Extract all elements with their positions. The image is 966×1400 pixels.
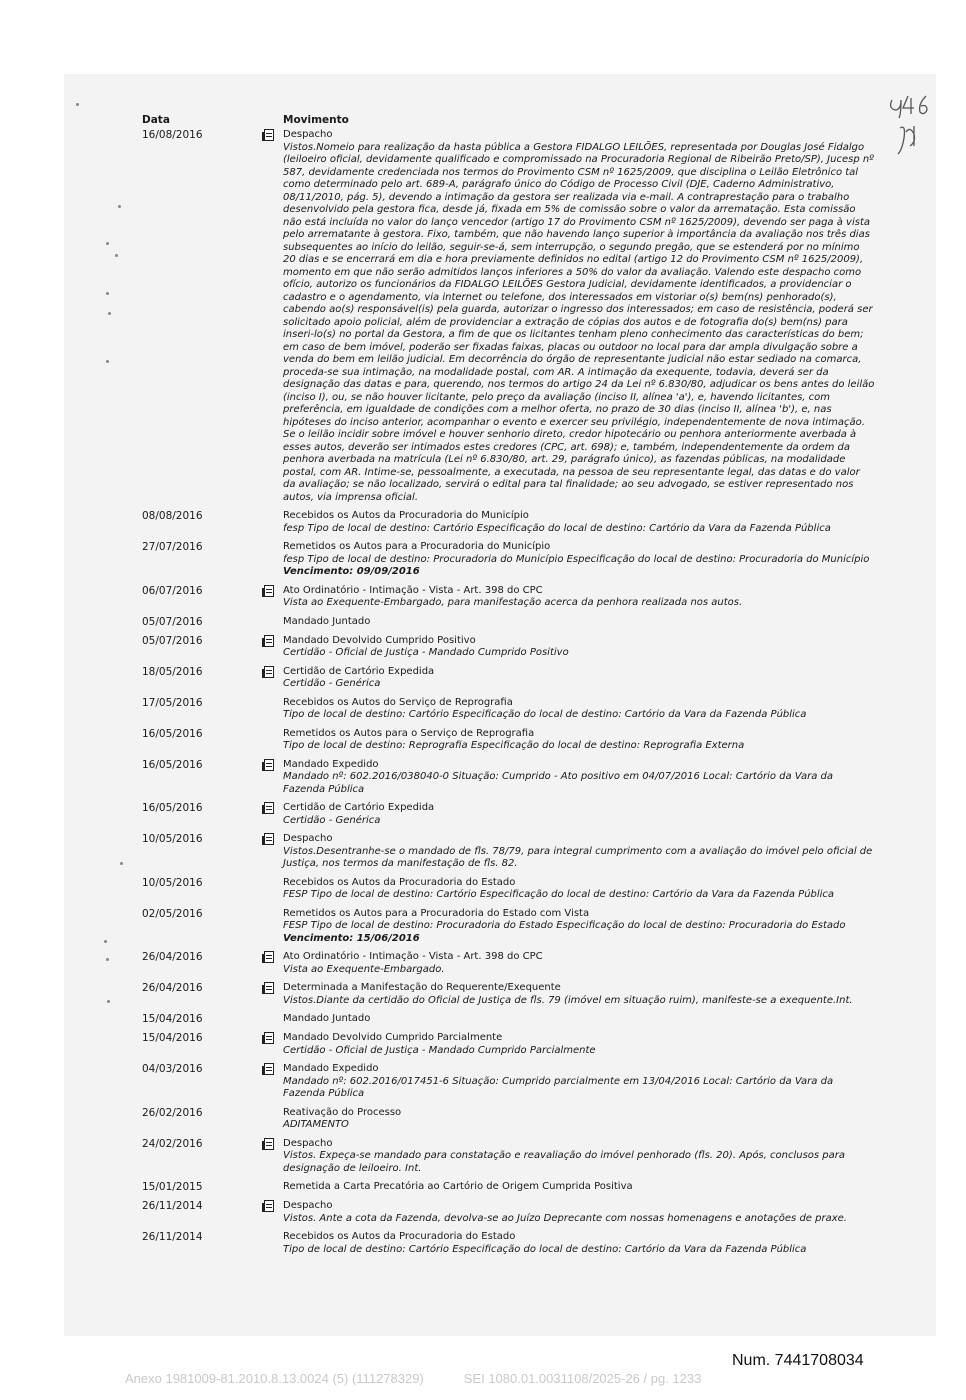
movement-entry [0, 833, 966, 871]
movement-entry [0, 1013, 966, 1026]
scan-speck [76, 103, 79, 106]
entry-due-date: Vencimento: 09/09/2016 [283, 566, 420, 577]
entry-detail: Mandado nº: 602.2016/038040-0 Situação: Cumprido - Ato positivo em 04/07/2016 Local: Cartório da Vara da Fazenda Pública [283, 771, 834, 795]
entry-title: Remetidos os Autos para a Procuradoria do Estado com Vista [283, 907, 590, 919]
entry-date: 27/07/2016 [142, 541, 203, 553]
entry-body [283, 951, 875, 976]
entry-date: 16/05/2016 [142, 802, 203, 814]
entry-title: Mandado Juntado [283, 1013, 371, 1024]
entry-body [283, 1063, 875, 1101]
entry-detail: FESP Tipo de local de destino: Cartório Especificação do local de destino: Cartório da Vara da Fazenda Pública [283, 889, 835, 900]
entry-title: Ato Ordinatório - Intimação - Vista - Art. 398 do CPC [283, 584, 543, 596]
movement-entry [0, 697, 966, 722]
movement-entry [0, 1063, 966, 1101]
entry-detail: Vistos.Diante da certidão do Oficial de Justiça de fls. 79 (imóvel em situação ruim), manifeste-se a exequente.Int. [283, 994, 853, 1006]
column-header-movement: Movimento [283, 114, 349, 126]
entry-detail: Certidão - Genérica [283, 814, 381, 826]
entry-title: Mandado Juntado [283, 615, 371, 627]
entry-detail: Certidão - Oficial de Justiça - Mandado Cumprido Parcialmente [283, 1044, 596, 1056]
document-icon[interactable] [264, 1063, 274, 1075]
entry-detail: Tipo de local de destino: Reprografia Especificação do local de destino: Reprografia Externa [283, 740, 745, 751]
document-icon[interactable] [264, 833, 274, 845]
entry-detail: Vistos. Expeça-se mandado para constatação e reavaliação do imóvel penhorado (fls. 20). Após, conclusos para designação de leiloeiro. Int. [283, 1150, 846, 1174]
entry-body [283, 1181, 875, 1194]
entry-date: 26/04/2016 [142, 951, 203, 963]
entry-date: 17/05/2016 [142, 696, 203, 709]
entry-date: 16/05/2016 [142, 758, 203, 771]
entry-date: 26/02/2016 [142, 1106, 203, 1119]
entry-body [283, 759, 875, 797]
entry-detail: Mandado nº: 602.2016/017451-6 Situação: Cumprido parcialmente em 13/04/2016 Local: Cartório da Vara da Fazenda Pública [283, 1075, 834, 1099]
entry-title: Despacho [283, 833, 333, 844]
document-icon[interactable] [264, 635, 274, 647]
entry-body [283, 877, 875, 902]
document-icon[interactable] [264, 1032, 274, 1044]
movement-entry [0, 728, 966, 753]
entry-body [283, 616, 875, 629]
movement-entry [0, 908, 966, 946]
entry-body [283, 585, 875, 610]
entry-title: Reativação do Processo [283, 1106, 402, 1118]
entry-date: 16/05/2016 [142, 727, 203, 740]
entry-title: Despacho [283, 1137, 333, 1149]
entry-due-date: Vencimento: 15/06/2016 [283, 932, 420, 944]
entry-title: Recebidos os Autos da Procuradoria do Município [283, 510, 529, 521]
entry-body [283, 697, 875, 722]
entry-date: 05/07/2016 [142, 615, 203, 628]
movement-list [0, 129, 966, 1262]
entry-detail: ADITAMENTO [283, 1119, 349, 1130]
entry-title: Recebidos os Autos da Procuradoria do Estado [283, 876, 516, 888]
document-icon[interactable] [264, 759, 274, 771]
entry-date: 18/05/2016 [142, 665, 203, 678]
entry-title: Remetida a Carta Precatória ao Cartório de Origem Cumprida Positiva [283, 1181, 633, 1192]
entry-body [283, 982, 875, 1007]
entry-body [283, 1032, 875, 1057]
movement-entry [0, 1200, 966, 1225]
entry-date: 10/05/2016 [142, 833, 203, 845]
entry-body [283, 541, 875, 579]
entry-title: Mandado Devolvido Cumprido Positivo [283, 634, 476, 646]
entry-title: Recebidos os Autos da Procuradoria do Estado [283, 1231, 516, 1242]
movement-entry [0, 1107, 966, 1132]
entry-date: 26/04/2016 [142, 982, 203, 994]
document-icon[interactable] [264, 666, 274, 678]
movement-entry [0, 802, 966, 827]
document-icon[interactable] [264, 585, 274, 597]
movement-entry [0, 1231, 966, 1256]
entry-date: 24/02/2016 [142, 1137, 203, 1150]
entry-body [283, 1200, 875, 1225]
movement-entry [0, 129, 966, 504]
entry-title: Mandado Expedido [283, 758, 379, 770]
movement-entry [0, 510, 966, 535]
entry-detail: fesp Tipo de local de destino: Procuradoria do Município Especificação do local de destino: Procuradoria do Município [283, 553, 870, 565]
entry-body [283, 1231, 875, 1256]
document-number: Num. 7441708034 [732, 1352, 864, 1369]
entry-title: Despacho [283, 1200, 333, 1211]
document-icon[interactable] [264, 1200, 274, 1212]
entry-title: Remetidos os Autos para a Procuradoria do Município [283, 541, 551, 552]
movement-entry [0, 585, 966, 610]
entry-detail: Certidão - Genérica [283, 678, 381, 689]
entry-title: Mandado Expedido [283, 1063, 379, 1074]
document-icon[interactable] [264, 802, 274, 814]
movement-entry [0, 635, 966, 660]
entry-title: Mandado Devolvido Cumprido Parcialmente [283, 1032, 503, 1043]
entry-detail: Tipo de local de destino: Cartório Especificação do local de destino: Cartório da Vara da Fazenda Pública [283, 1243, 807, 1255]
entry-date: 26/11/2014 [142, 1200, 203, 1212]
entry-body [283, 833, 875, 871]
sei-reference: SEI 1080.01.0031108/2025-26 / pg. 1233 [463, 1371, 702, 1386]
entry-title: Recebidos os Autos do Serviço de Reprografia [283, 696, 513, 708]
entry-title: Determinada a Manifestação do Requerente/Exequente [283, 982, 561, 993]
document-icon[interactable] [264, 982, 274, 994]
entry-body [283, 908, 875, 946]
annex-reference: Anexo 1981009-81.2010.8.13.0024 (5) (111278329) [125, 1371, 424, 1386]
entry-date: 05/07/2016 [142, 634, 203, 647]
entry-title: Certidão de Cartório Expedida [283, 802, 435, 813]
movement-entry [0, 982, 966, 1007]
entry-body [283, 802, 875, 827]
movement-entry [0, 759, 966, 797]
entry-date: 26/11/2014 [142, 1231, 203, 1243]
entry-detail: Vistos.Desentranhe-se o mandado de fls. 78/79, para integral cumprimento com a avaliação do imóvel pelo oficial de Justiça, nos termos da manifestação de fls. 82. [283, 845, 873, 869]
entry-detail: Vista ao Exequente-Embargado, para manifestação acerca da penhora realizada nos autos. [283, 597, 743, 608]
entry-detail: Tipo de local de destino: Cartório Especificação do local de destino: Cartório da Vara da Fazenda Pública [283, 709, 807, 720]
movement-entry [0, 666, 966, 691]
entry-date: 10/05/2016 [142, 876, 203, 889]
column-header-date: Data [142, 114, 170, 126]
document-icon[interactable] [264, 1138, 274, 1150]
entry-detail: FESP Tipo de local de destino: Procuradoria do Estado Especificação do local de destino: Procuradoria do Estado [283, 920, 846, 931]
entry-detail: Vista ao Exequente-Embargado. [283, 963, 445, 975]
entry-body [283, 129, 875, 504]
entry-detail: fesp Tipo de local de destino: Cartório Especificação do local de destino: Cartório da Vara da Fazenda Pública [283, 522, 831, 534]
entry-body [283, 728, 875, 753]
entry-body [283, 510, 875, 535]
entry-body [283, 1107, 875, 1132]
entry-body [283, 666, 875, 691]
entry-date: 15/04/2016 [142, 1032, 203, 1044]
entry-date: 06/07/2016 [142, 584, 203, 597]
entry-date: 16/08/2016 [142, 129, 203, 141]
entry-title: Remetidos os Autos para o Serviço de Reprografia [283, 727, 535, 739]
entry-body [283, 635, 875, 660]
document-icon[interactable] [264, 129, 274, 141]
movement-entry [0, 877, 966, 902]
entry-title: Certidão de Cartório Expedida [283, 665, 435, 677]
entry-date: 08/08/2016 [142, 510, 203, 522]
entry-date: 15/01/2015 [142, 1181, 203, 1193]
entry-detail: Vistos. Ante a cota da Fazenda, devolva-se ao Juízo Deprecante com nossas homenagens e anotações de praxe. [283, 1212, 847, 1224]
entry-detail: Certidão - Oficial de Justiça - Mandado Cumprido Positivo [283, 647, 569, 658]
movement-entry [0, 951, 966, 976]
document-icon[interactable] [264, 951, 274, 963]
movement-entry [0, 616, 966, 629]
movement-entry [0, 1138, 966, 1176]
movement-entry [0, 1181, 966, 1194]
movement-entry [0, 541, 966, 579]
footer-reference [125, 1371, 701, 1386]
entry-title: Ato Ordinatório - Intimação - Vista - Art. 398 do CPC [283, 951, 543, 962]
entry-body [283, 1013, 875, 1026]
entry-detail: Vistos.Nomeio para realização da hasta pública a Gestora FIDALGO LEILÕES, representada por Douglas José Fidalgo (leiloeiro oficial, devidamente qualificado e compromissado na Procuradoria Regional de Ribeirão Preto/SP), Jucesp nº 587, devidamente credenciada nos termos do Provimento CSM nº 1625/2009, que disciplina o Leilão Eletrônico tal como determinado pelo art. 689-A, parágrafo único do Código de Processo Civil (DJE, Caderno Administrativo, 08/11/2010, pág. 5), devendo a intimação da gestora ser realizada via e-mail. A contraprestação para o trabalho desenvolvido pela gestora fica, desde já, fixada em 5% de comissão sobre o valor da arrematação. Esta comissão não está incluída no valor do lanço vencedor (artigo 17 do Provimento CSM nº 1625/2009), devendo ser paga à vista pelo arrematante à gestora. Fixo, também, que não havendo lanço superior à importância da avaliação nos três dias subsequentes ao início do leilão, seguir-se-á, sem interrupção, o segundo pregão, que se estenderá por no mínimo 20 dias e se encerrará em dia e hora previamente definidos no edital (artigo 12 do Provimento CSM nº 1625/2009), momento em que não serão admitidos lanços inferiores a 50% do valor da avaliação. Valendo este despacho como ofício, autorizo os funcionários da FIDALGO LEILÕES Gestora Judicial, devidamente identificados, a providenciar o cadastro e o agendamento, via internet ou telefone, dos interessados em vistoriar o(s) bem(ns) penhorado(s), cabendo ao(s) responsável(is) pela guarda, autorizar o ingresso dos interessados; em caso de resistência, poderá ser solicitado apoio policial, além de providenciar a extração de cópias dos autos e de fotografia do(s) bem(ns) para inseri-lo(s) no portal da Gestora, a fim de que os licitantes tenham pleno conhecimento das características do bem; em caso de bem imóvel, poderão ser fixadas faixas, placas ou outdoor no local para dar ampla divulgação sobre a venda do bem em leilão judicial. Em decorrência do órgão de representante judicial não estar sediado na comarca, proceda-se sua intimação, na modalidade postal, com AR. A intimação da exequente, todavia, deverá ser da designação das datas e para, querendo, nos termos do artigo 24 da Lei nº 6.830/80, adjudicar os bens antes do leilão (inciso I), ou, se não houver licitante, pelo preço da avaliação (inciso II, alínea 'a'), e, havendo licitantes, com preferência, em igualdade de condições com a melhor oferta, no prazo de 30 dias (inciso II, alínea 'b'), e, nas hipóteses do inciso anterior, acompanhar o evento e exercer seu privilégio, independentemente de nova intimação. Se o leilão incidir sobre imóvel e houver senhorio direto, credor hipotecário ou penhora anteriormente averbada à esses autos, deverão ser intimados estes credores (CPC, art. 698); e, também, independentemente da ordem da penhora averbada na matrícula (Lei nº 6.830/80, art. 29, parágrafo único), as fazendas públicas, na modalidade postal, com AR. Intime-se, pessoalmente, a executada, na pessoa de seu representante legal, das datas e do valor da avaliação; se não localizado, servirá o edital para tal finalidade; ao seu advogado, se estiver representado nos autos, via imprensa oficial. [283, 141, 875, 503]
movement-entry [0, 1032, 966, 1057]
entry-date: 02/05/2016 [142, 907, 203, 920]
entry-title: Despacho [283, 129, 333, 140]
entry-date: 04/03/2016 [142, 1063, 203, 1075]
entry-date: 15/04/2016 [142, 1013, 203, 1025]
entry-body [283, 1138, 875, 1176]
